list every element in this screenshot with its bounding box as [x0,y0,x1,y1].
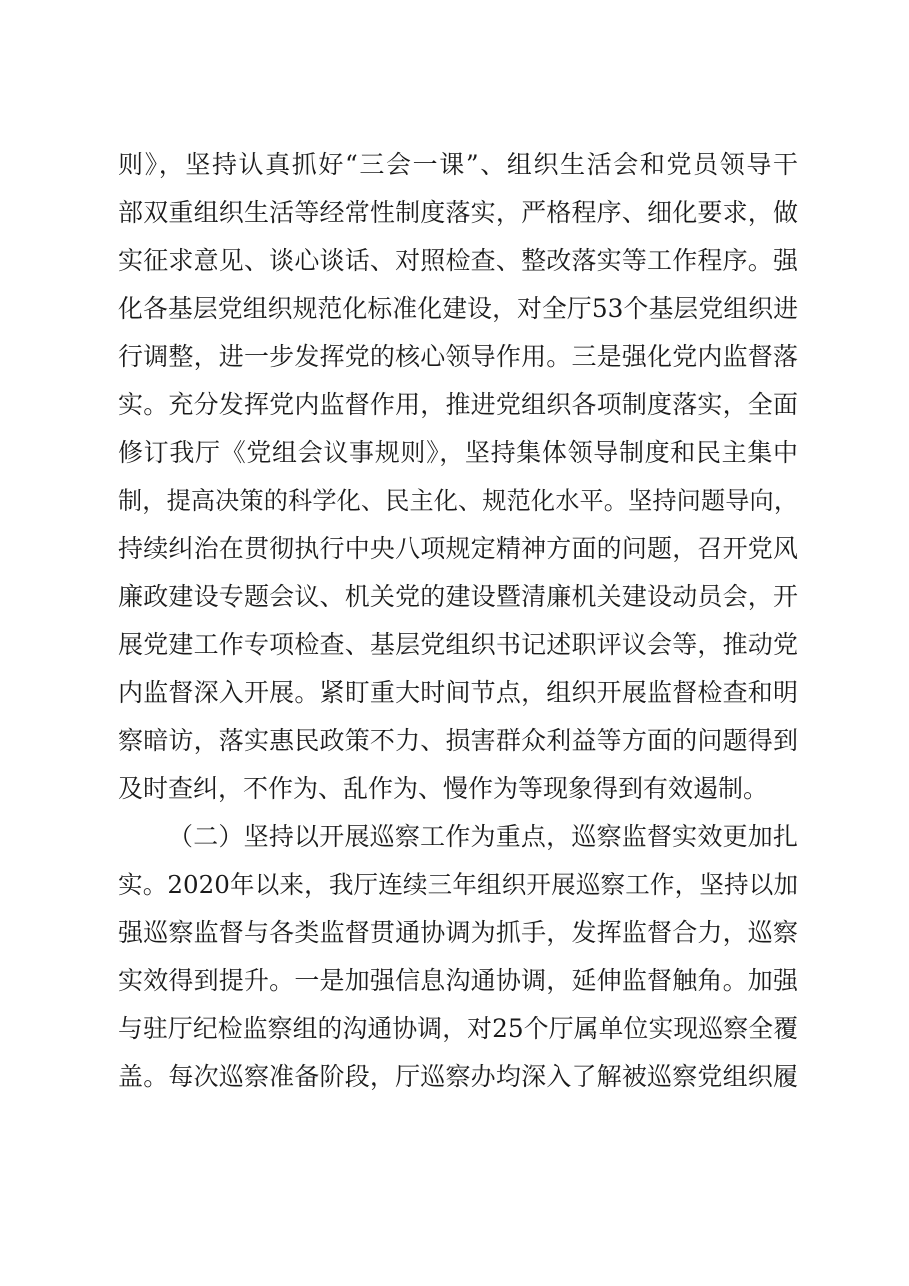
text-line: 强巡察监督与各类监督贯通协调为抓手，发挥监督合力，巡察 [118,918,798,947]
section-heading-line: （二）坚持以开展巡察工作为重点，巡察监督实效更加扎 [168,822,798,851]
text-line: 实。充分发挥党内监督作用，推进党组织各项制度落实，全面 [118,390,798,419]
text-line: 实征求意见、谈心谈话、对照检查、整改落实等工作程序。强 [118,246,798,275]
text-line: 化各基层党组织规范化标准化建设，对全厅53个基层党组织进 [118,294,798,323]
text-line: 及时查纠，不作为、乱作为、慢作为等现象得到有效遏制。 [118,774,769,803]
text-line: 察暗访，落实惠民政策不力、损害群众利益等方面的问题得到 [118,726,798,755]
text-line: 修订我厅《党组会议事规则》，坚持集体领导制度和民主集中 [118,438,798,467]
text-line: 与驻厅纪检监察组的沟通协调，对25个厅属单位实现巡察全覆 [118,1014,798,1043]
text-line: 盖。每次巡察准备阶段，厅巡察办均深入了解被巡察党组织履 [118,1062,798,1091]
text-line: 廉政建设专题会议、机关党的建设暨清廉机关建设动员会，开 [118,582,798,611]
text-line: 部双重组织生活等经常性制度落实，严格程序、细化要求，做 [118,198,798,227]
text-line: 实效得到提升。一是加强信息沟通协调，延伸监督触角。加强 [118,966,798,995]
text-line: 持续纠治在贯彻执行中央八项规定精神方面的问题，召开党风 [118,534,798,563]
text-line: 则》，坚持认真抓好“三会一课”、组织生活会和党员领导干 [118,150,798,179]
text-line: 行调整，进一步发挥党的核心领导作用。三是强化党内监督落 [118,342,798,371]
text-line: 制，提高决策的科学化、民主化、规范化水平。坚持问题导向， [118,487,798,515]
text-line: 内监督深入开展。紧盯重大时间节点，组织开展监督检查和明 [118,678,798,707]
text-line: 实。2020年以来，我厅连续三年组织开展巡察工作，坚持以加 [118,870,798,899]
text-line: 展党建工作专项检查、基层党组织书记述职评议会等，推动党 [118,630,798,659]
